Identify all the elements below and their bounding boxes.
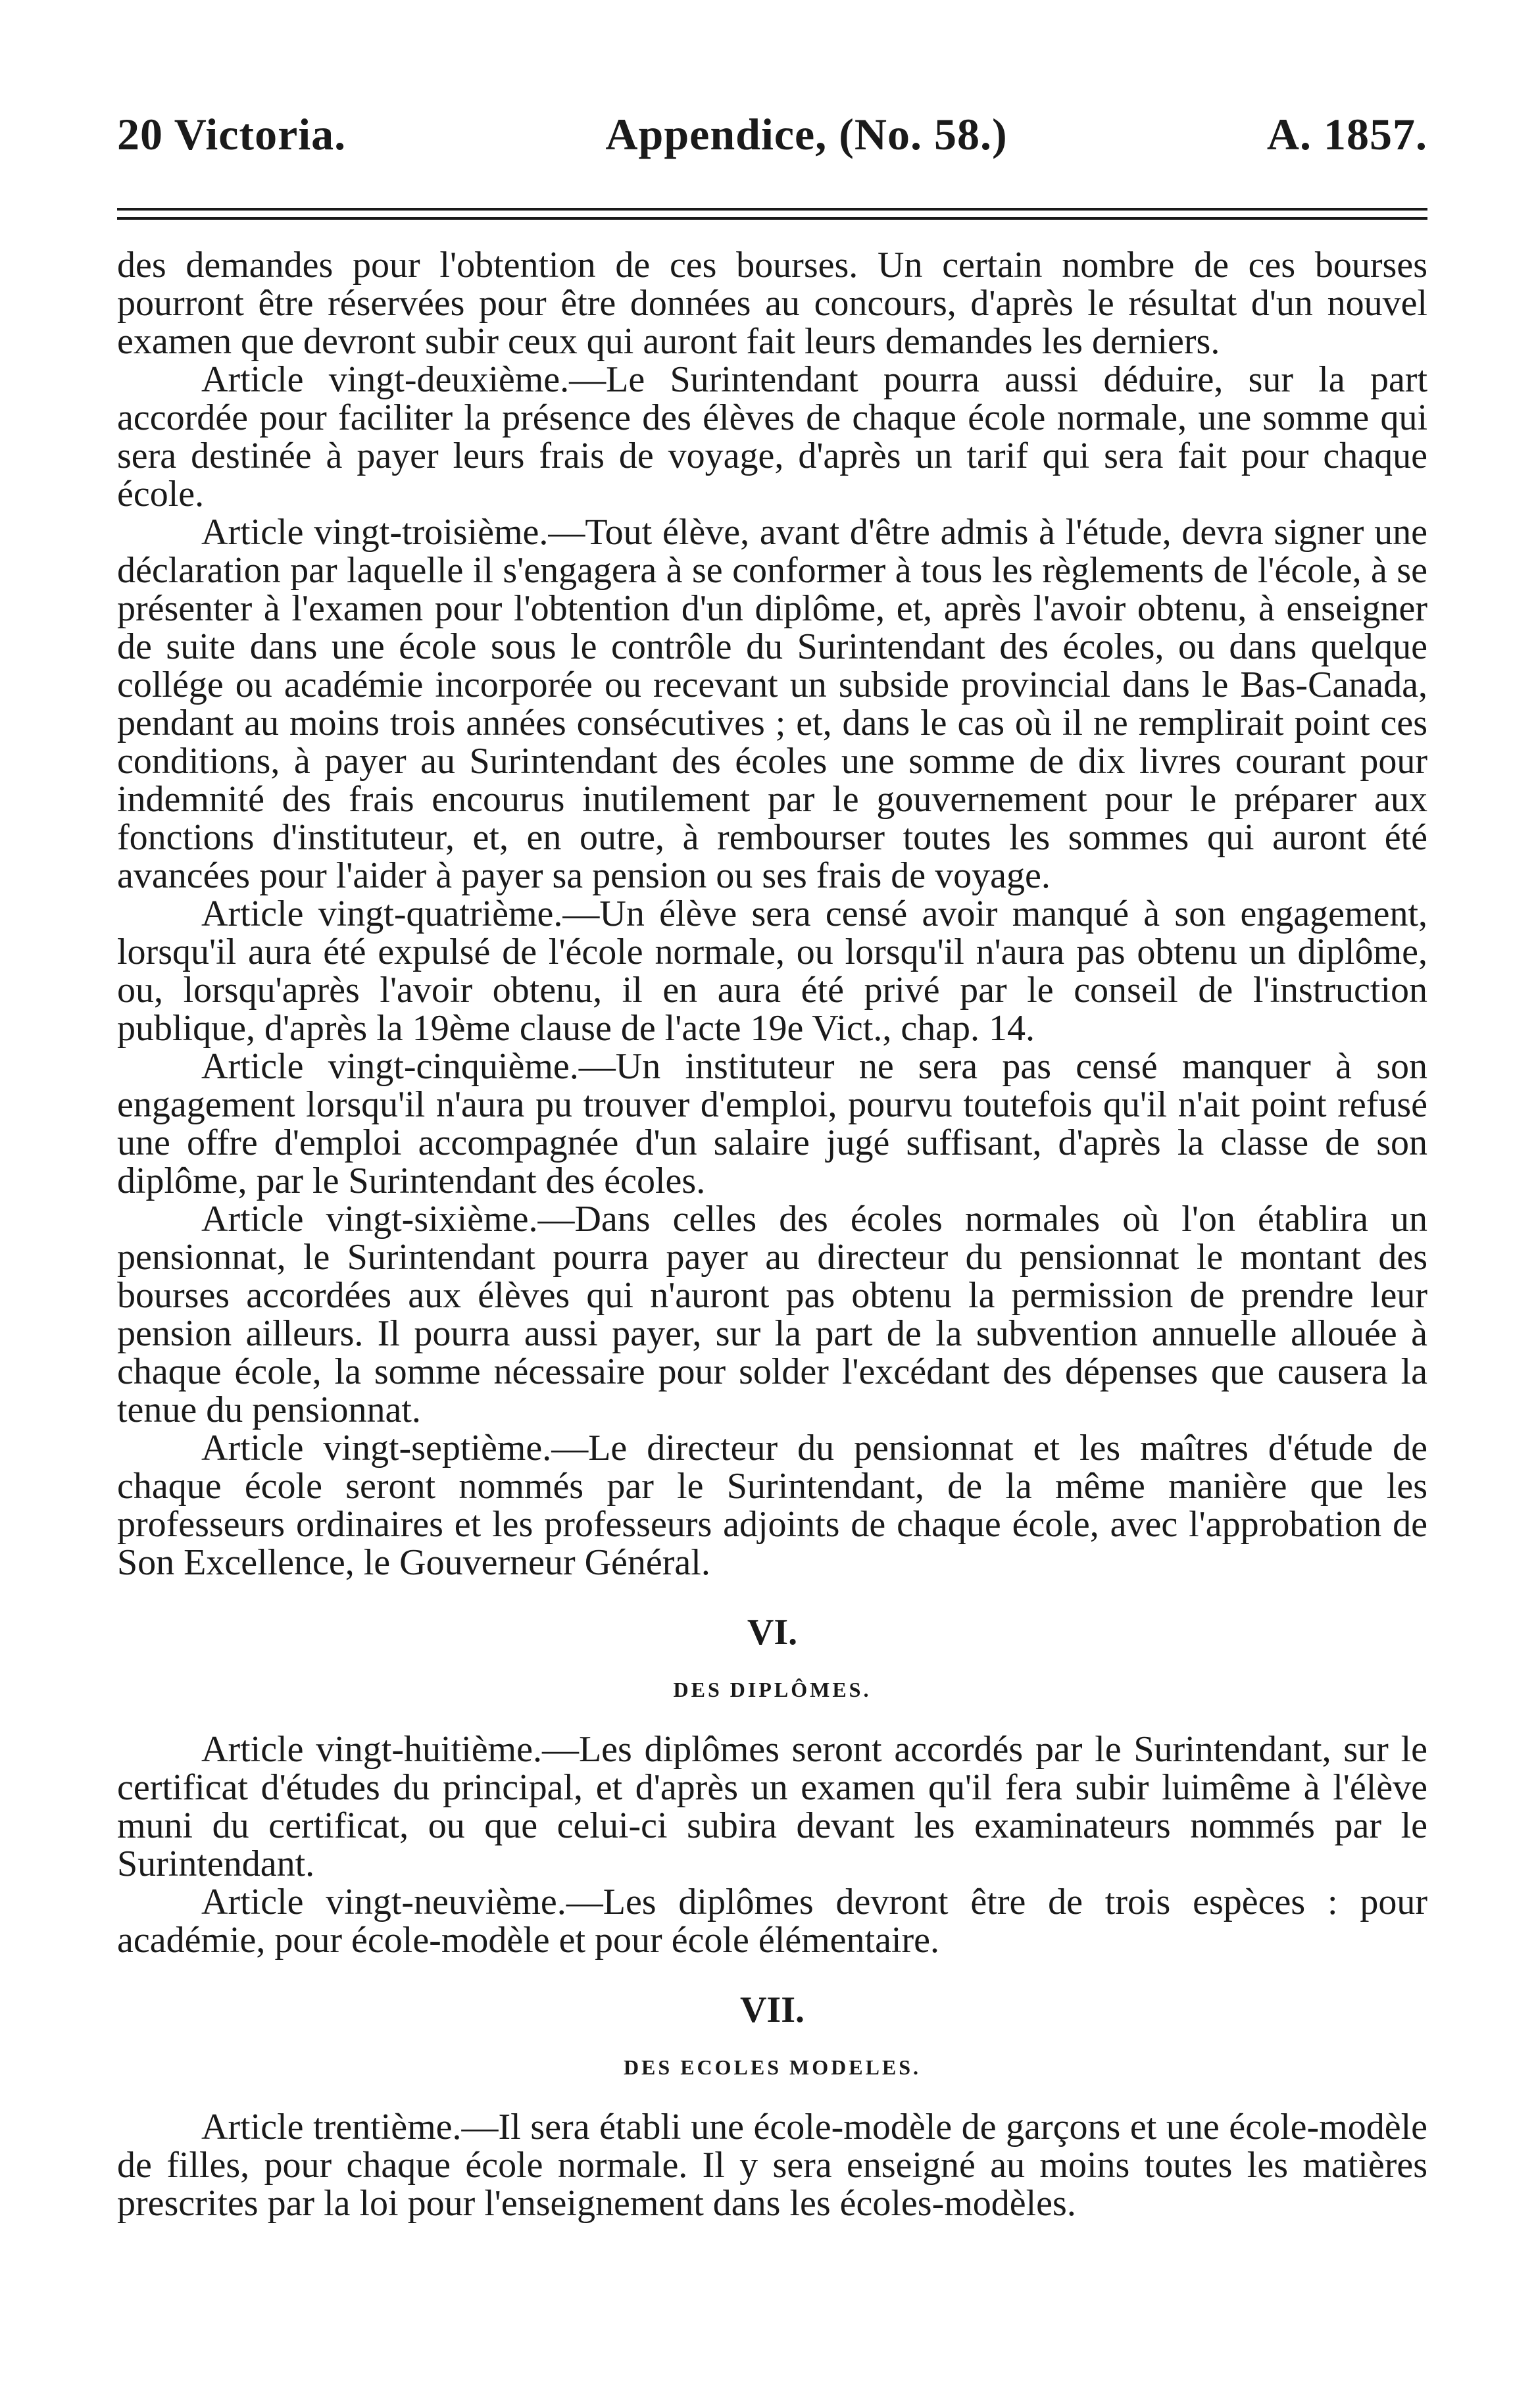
section-title-diplomes: DES DIPLÔMES. [673,1678,872,1701]
paragraph-article-23: Article vingt-troisième.—Tout élève, avant d'être admis à l'étude, devra signer une déclaration par laquelle il s'engagera à se conformer à tous les règlements de l'école, à se présenter à l'examen pour l'obtention d'un diplôme, et, après l'avoir obtenu, à enseigner de suite dans une école sous le contrôle du Surintendant des écoles, ou dans quelque collége ou académie incorporée ou recevant un subside provincial dans le Bas-Canada, pendant au moins trois années consécutives ; et, dans le cas où il ne remplirait point ces conditions, à payer au Surintendant des écoles une somme de dix livres courant pour indemnité des frais encourus inutilement par le gouvernement pour le préparer aux fonctions d'instituteur, et, en outre, à rembourser toutes les sommes qui auront été avancées pour l'aider à payer sa pension ou ses frais de voyage. [117,512,1427,896]
paragraph-article-27: Article vingt-septième.—Le directeur du pensionnat et les maîtres d'étude de chaque école seront nommés par le Surintendant, de la même manière que les professeurs ordinaires et les professeurs adjoints de chaque école, avec l'approbation de Son Excellence, le Gouverneur Général. [117,1428,1427,1583]
running-header [117,109,1427,159]
paragraph-article-25: Article vingt-cinquième.—Un instituteur ne sera pas censé manquer à son engagement lorsqu'il n'aura pu trouver d'emploi, pourvu toutefois qu'il n'ait point refusé une offre d'emploi accompagnée d'un salaire jugé suffisant, d'après la classe de son diplôme, par le Surintendant des écoles. [117,1046,1427,1201]
paragraph-article-28: Article vingt-huitième.—Les diplômes seront accordés par le Surintendant, sur le certificat d'études du principal, et d'après un examen qu'il fera subir luimême à l'élève muni du certificat, ou que celui-ci subira devant les examinateurs nommés par le Surintendant. [117,1729,1427,1884]
section-number-vii: VII. [739,1990,805,2030]
document-page [117,109,1427,2224]
header-left: 20 Victoria. [117,109,347,159]
paragraph-article-26: Article vingt-sixième.—Dans celles des écoles normales où l'on établira un pensionnat, le Surintendant pourra payer au directeur du pensionnat le montant des bourses accordées aux élèves qui n'auront pas obtenu la permission de prendre leur pension ailleurs. Il pourra aussi payer, sur la part de la subvention annuelle allouée à chaque école, la somme nécessaire pour solder l'excédant des dépenses que causera la tenue du pensionnat. [117,1199,1427,1430]
paragraph-article-24: Article vingt-quatrième.—Un élève sera censé avoir manqué à son engagement, lorsqu'il aura été expulsé de l'école normale, ou lorsqu'il n'aura pas obtenu un diplôme, ou, lorsqu'après l'avoir obtenu, il en aura été privé par le conseil de l'instruction publique, d'après la 19ème clause de l'acte 19e Vict., chap. 14. [117,893,1427,1049]
paragraph-article-30: Article trentième.—Il sera établi une école-modèle de garçons et une école-modèle de filles, pour chaque école normale. Il y sera enseigné au moins toutes les matières prescrites par la loi pour l'enseignement dans les écoles-modèles. [117,2107,1427,2224]
paragraph-article-22: Article vingt-deuxième.—Le Surintendant pourra aussi déduire, sur la part accordée pour faciliter la présence des élèves de chaque école normale, une somme qui sera destinée à payer leurs frais de voyage, d'après un tarif qui sera fait pour chaque école. [117,359,1427,514]
paragraph-article-29: Article vingt-neuvième.—Les diplômes devront être de trois espèces : pour académie, pour école-modèle et pour école élémentaire. [117,1882,1427,1961]
body-text [117,246,1427,2222]
section-title-ecoles-modeles: DES ECOLES MODELES. [623,2055,922,2079]
header-right: A. 1857. [1266,109,1427,159]
section-number-vi: VI. [747,1612,798,1653]
header-double-rule [117,208,1427,220]
header-center: Appendice, (No. 58.) [605,109,1008,159]
paragraph-continuation: des demandes pour l'obtention de ces bourses. Un certain nombre de ces bourses pourront être réservées pour être données au concours, d'après le résultat d'un nouvel examen que devront subir ceux qui auront fait leurs demandes les derniers. [117,245,1427,362]
